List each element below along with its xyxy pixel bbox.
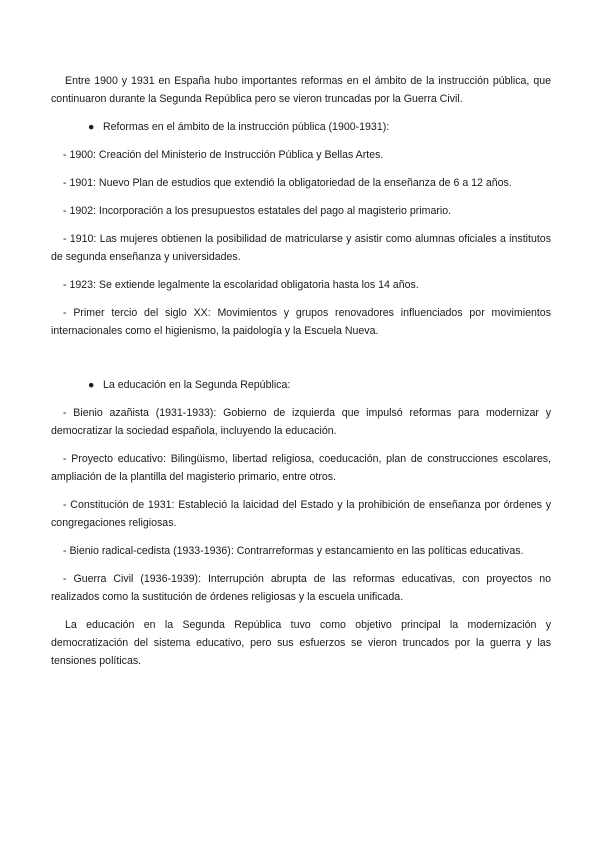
document-page [51,72,551,680]
list-item: - 1910: Las mujeres obtienen la posibilidad de matricularse y asistir como alumnas oficiales a institutos de segunda enseñanza y universidades. [51,233,551,263]
list-item: - 1900: Creación del Ministerio de Instrucción Pública y Bellas Artes. [63,149,384,161]
list-item: - Constitución de 1931: Estableció la laicidad del Estado y la prohibición de enseñanza por órdenes y congregaciones religiosas. [51,499,551,529]
list-item: - Proyecto educativo: Bilingüismo, libertad religiosa, coeducación, plan de construcciones escolares, ampliación de la plantilla del magisterio primario, entre otros. [51,453,551,483]
bullet-icon: ● [88,121,95,133]
bullet-icon: ● [88,379,95,391]
section1-title: Reformas en el ámbito de la instrucción pública (1900-1931): [103,121,390,133]
list-item: - Primer tercio del siglo XX: Movimientos y grupos renovadores influenciados por movimientos internacionales como el higienismo, la paidología y la Escuela Nueva. [51,307,551,337]
list-item: - Guerra Civil (1936-1939): Interrupción abrupta de las reformas educativas, con proyectos no realizados como la sustitución de órdenes religiosas y la escuela unificada. [51,573,551,603]
section2-heading [51,376,551,394]
list-item: - 1902: Incorporación a los presupuestos estatales del pago al magisterio primario. [63,205,452,217]
list-item: - Bienio radical-cedista (1933-1936): Contrarreformas y estancamiento en las políticas educativas. [63,545,524,557]
intro-paragraph: Entre 1900 y 1931 en España hubo importantes reformas en el ámbito de la instrucción pública, que continuaron durante la Segunda República pero se vieron truncadas por la Guerra Civil. [51,75,551,105]
list-item: - 1923: Se extiende legalmente la escolaridad obligatoria hasta los 14 años. [63,279,419,291]
conclusion-paragraph: La educación en la Segunda República tuvo como objetivo principal la modernización y democratización del sistema educativo, pero sus esfuerzos se vieron truncados por la guerra y las tensiones políticas. [51,619,551,667]
list-item: - Bienio azañista (1931-1933): Gobierno de izquierda que impulsó reformas para modernizar y democratizar la sociedad española, incluyendo la educación. [51,407,551,437]
list-item: - 1901: Nuevo Plan de estudios que extendió la obligatoriedad de la enseñanza de 6 a 12 años. [63,177,512,189]
section1-heading [51,118,551,136]
section2-title: La educación en la Segunda República: [103,379,291,391]
section-spacer [51,350,551,376]
